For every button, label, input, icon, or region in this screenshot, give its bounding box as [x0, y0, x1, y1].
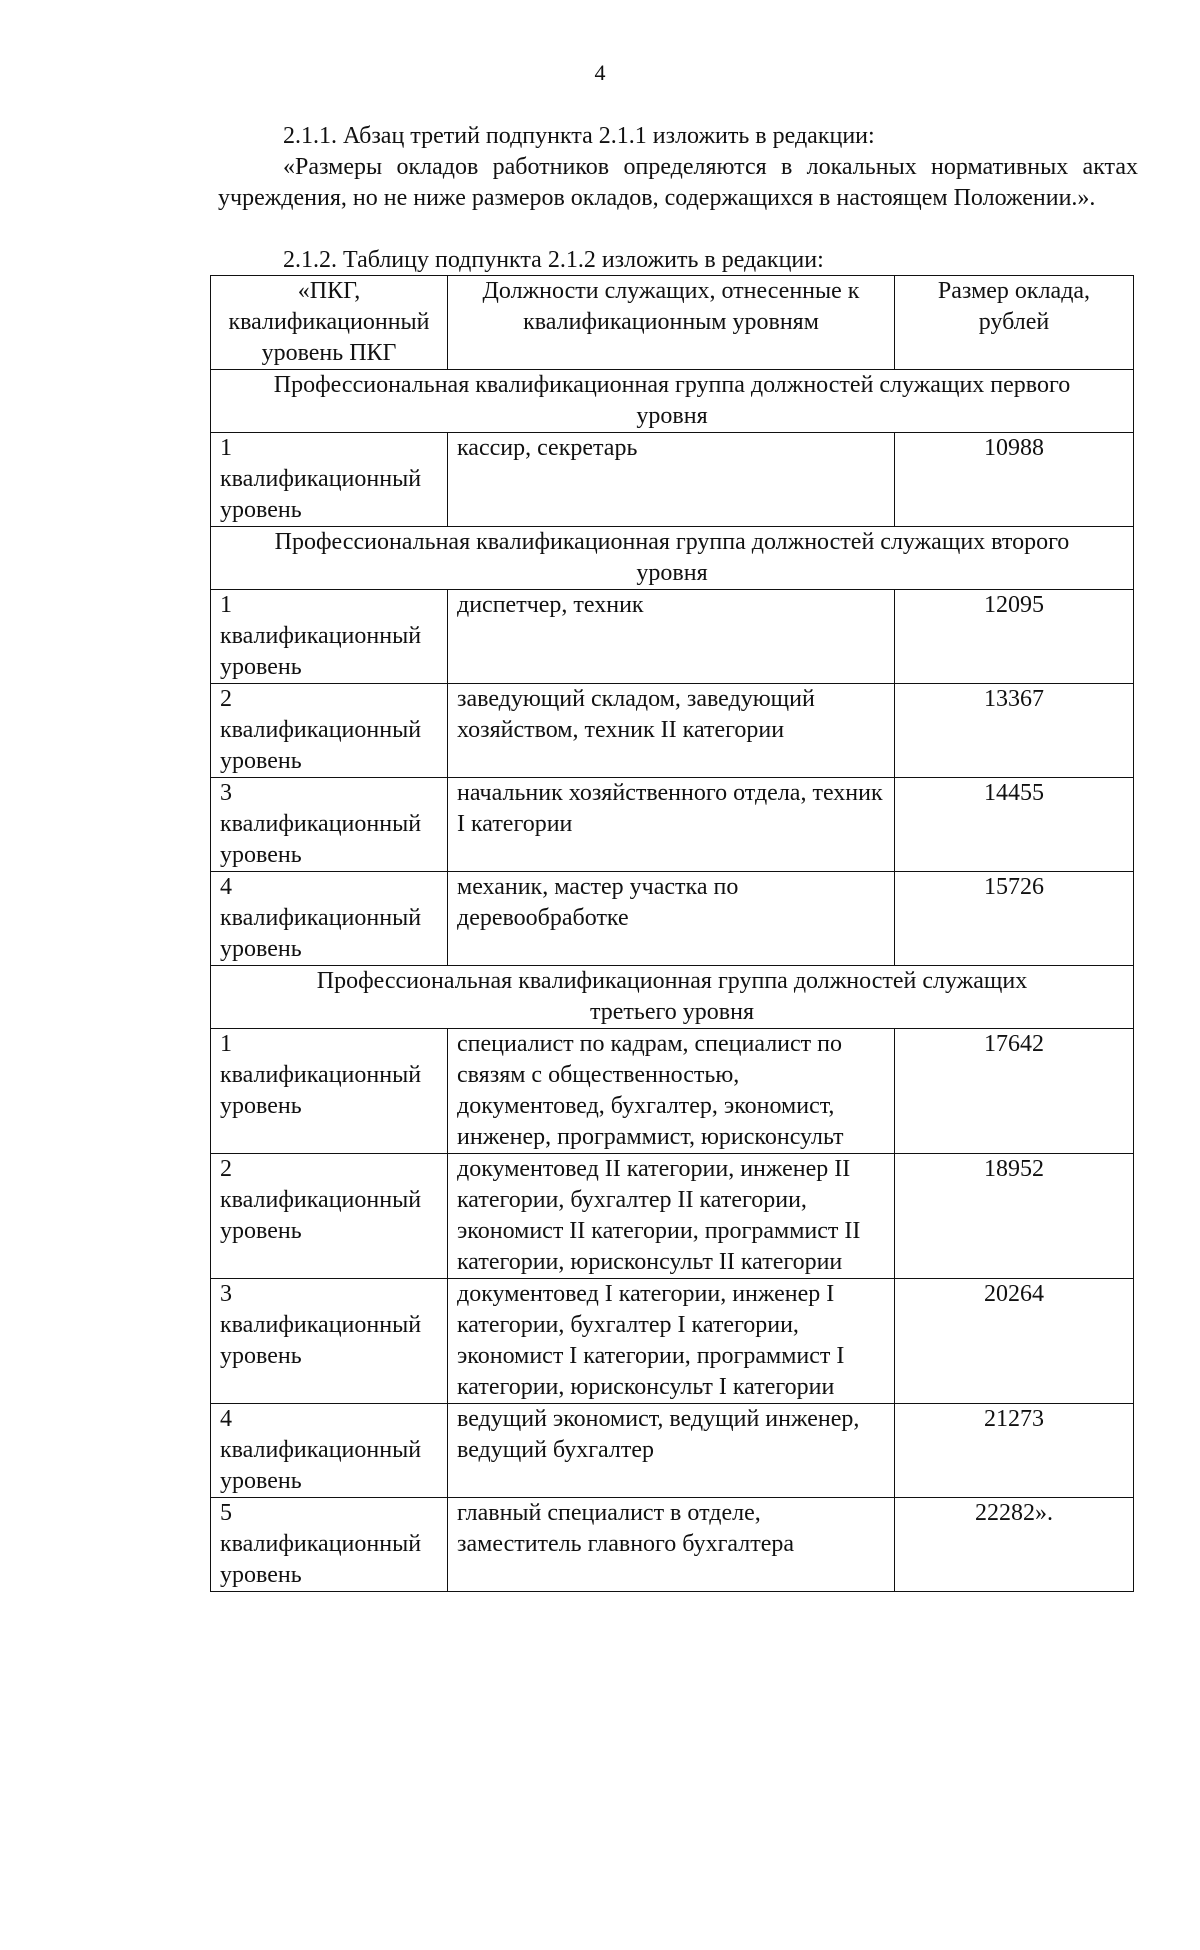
table-row: [211, 778, 1134, 872]
salary-cell: 21273: [895, 1404, 1134, 1498]
positions-cell: документовед II категории, инженер II категории, бухгалтер II категории, экономист II категории, программист II категории, юрисконсульт II категории: [448, 1154, 895, 1279]
positions-cell: заведующий складом, заведующий хозяйством, техник II категории: [448, 684, 895, 778]
header-salary: Размер оклада, рублей: [895, 276, 1134, 370]
table-row: [211, 1404, 1134, 1498]
level-cell: 4 квалификационный уровень: [211, 1404, 448, 1498]
header-pkg: «ПКГ, квалификационный уровень ПКГ: [211, 276, 448, 370]
salary-cell: 13367: [895, 684, 1134, 778]
level-cell: 3 квалификационный уровень: [211, 778, 448, 872]
salary-table: [210, 275, 1134, 1592]
header-positions: Должности служащих, отнесенные к квалификационным уровням: [448, 276, 895, 370]
salary-cell: 20264: [895, 1279, 1134, 1404]
table-row: [211, 684, 1134, 778]
table-row: [211, 433, 1134, 527]
salary-cell: 17642: [895, 1029, 1134, 1154]
paragraph-amendment-text: «Размеры окладов работников определяются в локальных нормативных актах учреждения, но не ниже размеров окладов, содержащихся в настоящем Положении.».: [218, 154, 1138, 211]
level-cell: 1 квалификационный уровень: [211, 433, 448, 527]
level-cell: 3 квалификационный уровень: [211, 1279, 448, 1404]
page-number: 4: [594, 60, 606, 85]
level-cell: 1 квалификационный уровень: [211, 590, 448, 684]
salary-cell: 22282».: [895, 1498, 1134, 1592]
level-cell: 2 квалификационный уровень: [211, 1154, 448, 1279]
salary-cell: 15726: [895, 872, 1134, 966]
positions-cell: кассир, секретарь: [448, 433, 895, 527]
paragraph-2-1-2: 2.1.2. Таблицу подпункта 2.1.2 изложить в редакции:: [283, 247, 824, 273]
table-row: [211, 1154, 1134, 1279]
positions-cell: главный специалист в отделе, заместитель главного бухгалтера: [448, 1498, 895, 1592]
positions-cell: механик, мастер участка по деревообработке: [448, 872, 895, 966]
table-row: [211, 1029, 1134, 1154]
level-cell: 2 квалификационный уровень: [211, 684, 448, 778]
group-row: [211, 966, 1134, 1029]
positions-cell: ведущий экономист, ведущий инженер, ведущий бухгалтер: [448, 1404, 895, 1498]
table-row: [211, 872, 1134, 966]
group-row: [211, 370, 1134, 433]
table-row: [211, 1279, 1134, 1404]
group-row: [211, 527, 1134, 590]
salary-cell: 18952: [895, 1154, 1134, 1279]
salary-cell: 10988: [895, 433, 1134, 527]
table-row: [211, 1498, 1134, 1592]
positions-cell: специалист по кадрам, специалист по связям с общественностью, документовед, бухгалтер, экономист, инженер, программист, юрисконсульт: [448, 1029, 895, 1154]
table-row: [211, 590, 1134, 684]
salary-cell: 12095: [895, 590, 1134, 684]
level-cell: 4 квалификационный уровень: [211, 872, 448, 966]
positions-cell: начальник хозяйственного отдела, техник I категории: [448, 778, 895, 872]
salary-cell: 14455: [895, 778, 1134, 872]
group-title: Профессиональная квалификационная группа должностей служащих первого уровня: [211, 370, 1134, 433]
group-title: Профессиональная квалификационная группа должностей служащих второго уровня: [211, 527, 1134, 590]
level-cell: 1 квалификационный уровень: [211, 1029, 448, 1154]
positions-cell: документовед I категории, инженер I категории, бухгалтер I категории, экономист I категории, программист I категории, юрисконсульт I категории: [448, 1279, 895, 1404]
table-header-row: [211, 276, 1134, 370]
positions-cell: диспетчер, техник: [448, 590, 895, 684]
group-title: Профессиональная квалификационная группа должностей служащих третьего уровня: [211, 966, 1134, 1029]
paragraph-2-1-1: 2.1.1. Абзац третий подпункта 2.1.1 изложить в редакции:: [283, 123, 875, 149]
level-cell: 5 квалификационный уровень: [211, 1498, 448, 1592]
